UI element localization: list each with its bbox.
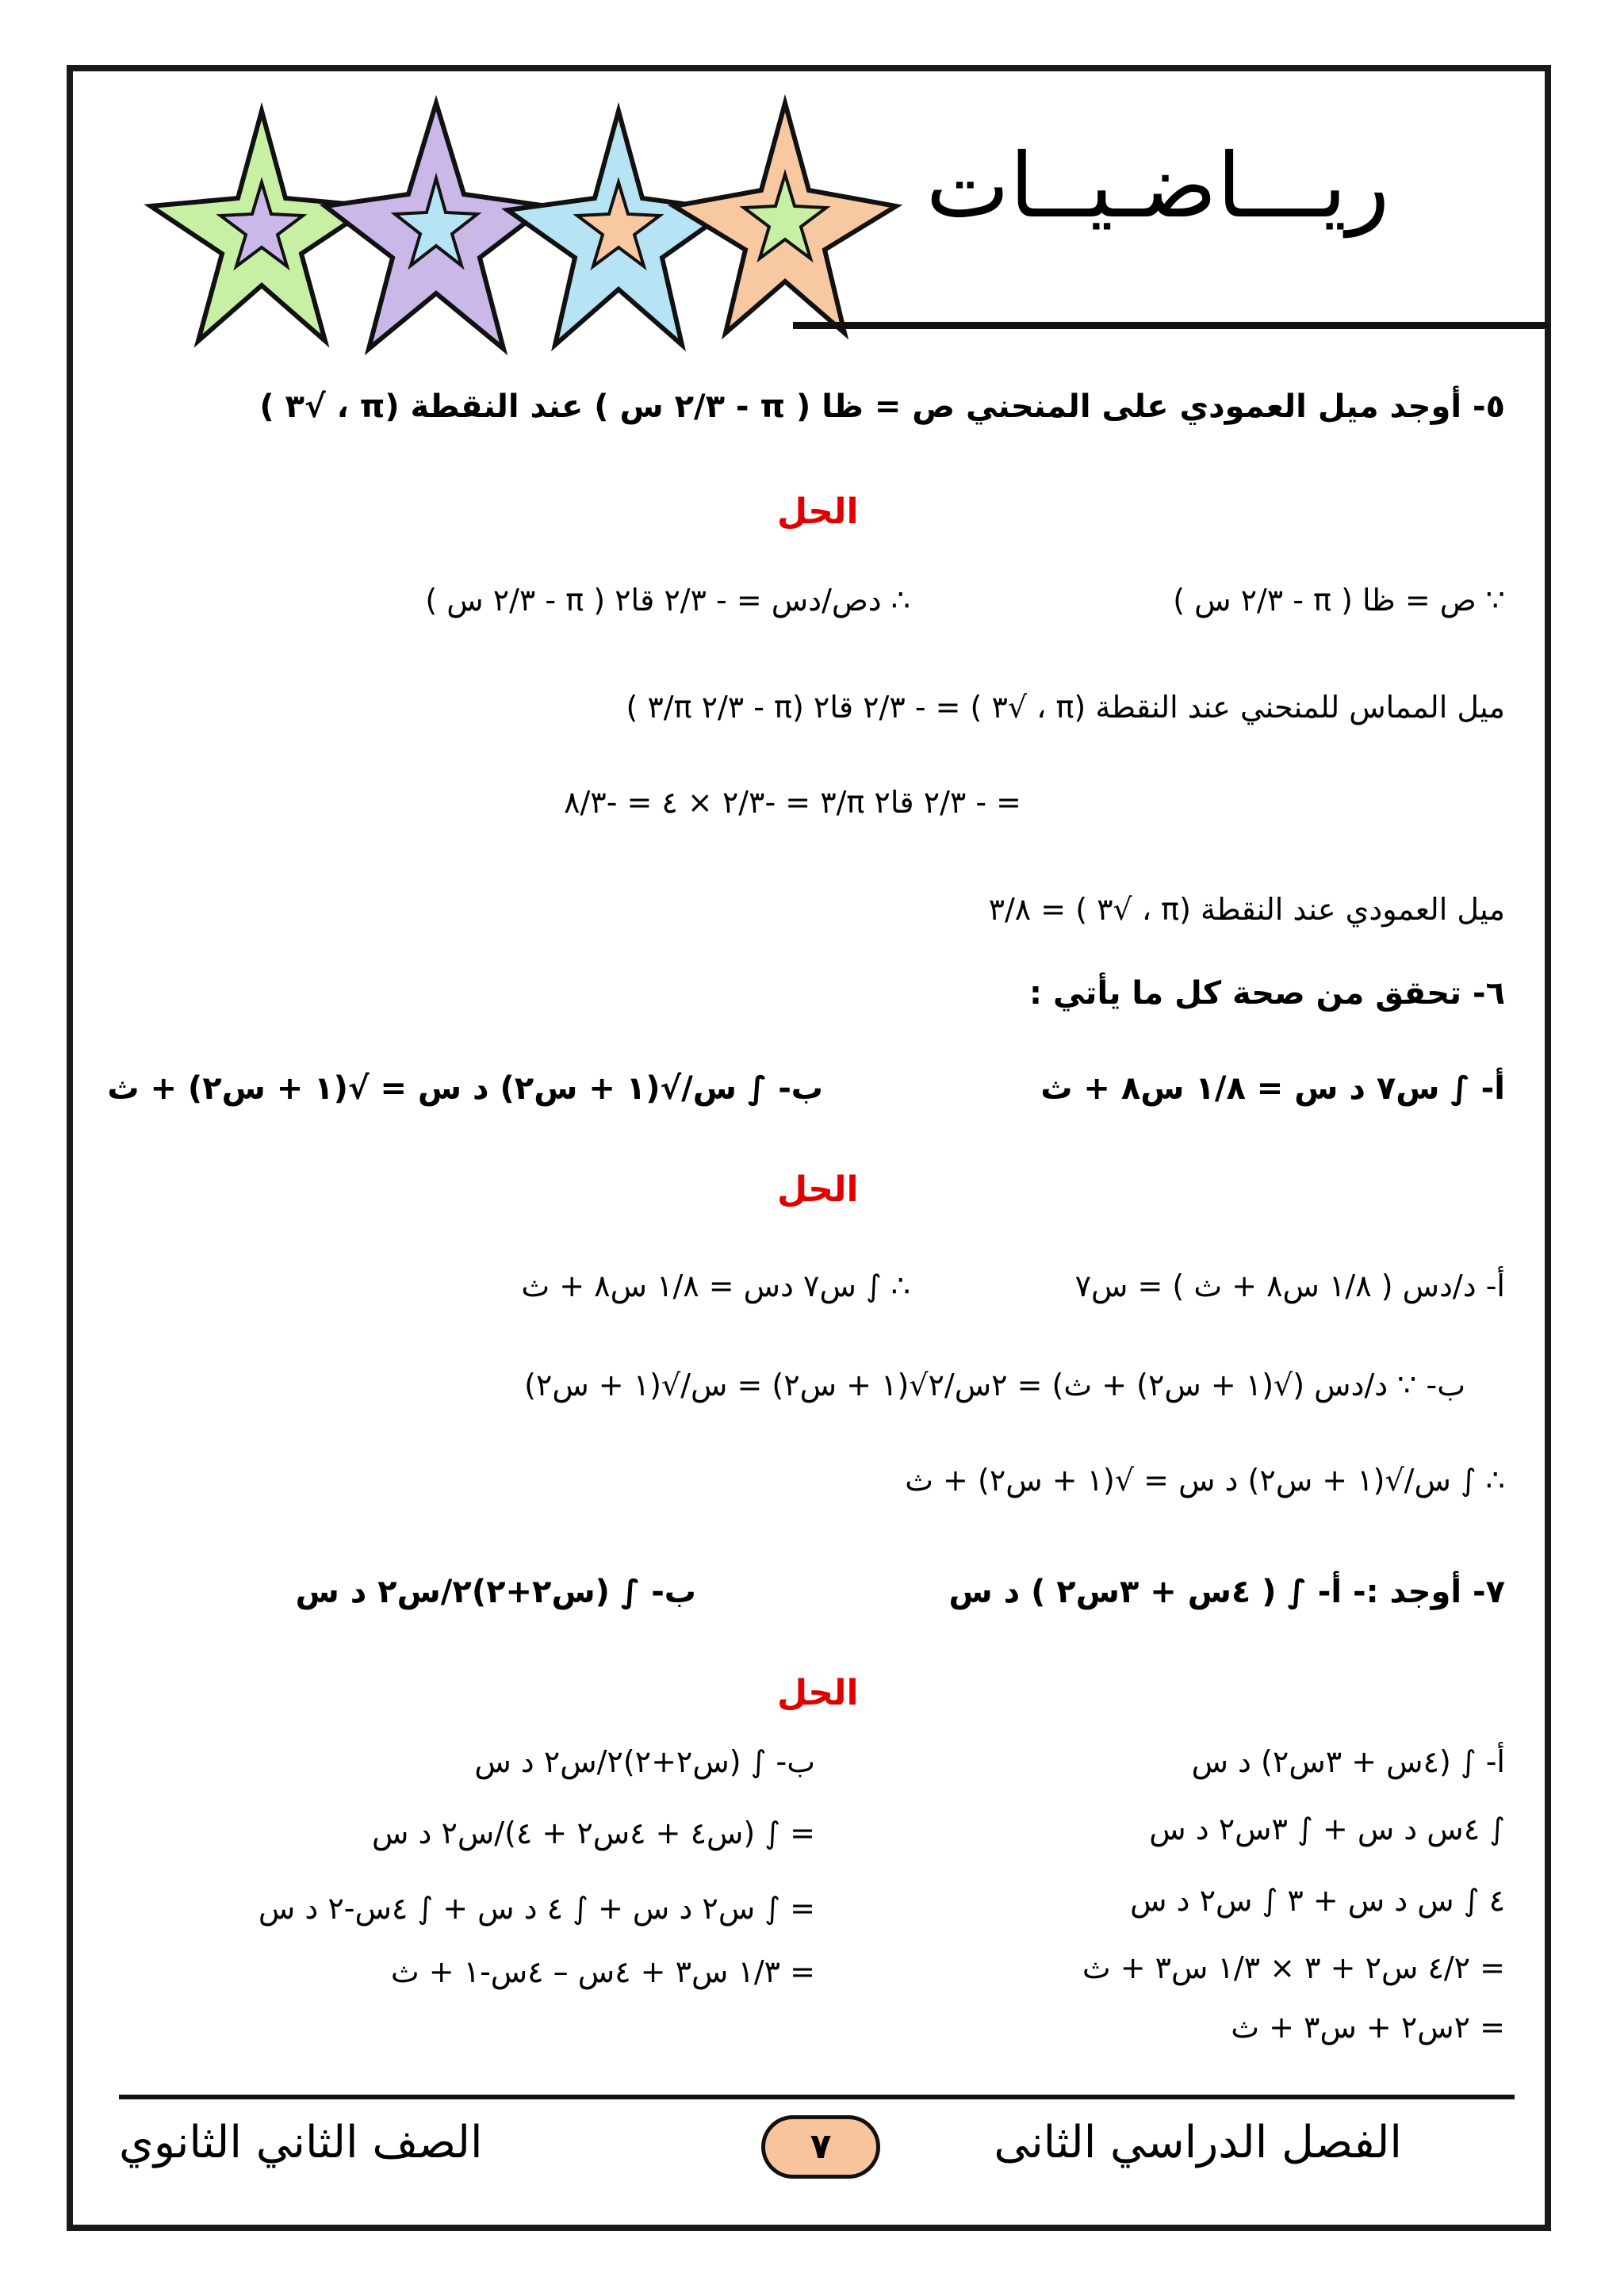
star-icon: [674, 103, 896, 333]
q7-solution-a-line: ∫ ٤س د س + ∫ ٣س٢ د س: [1149, 1812, 1505, 1846]
q7-solution-a-line: ٤ ∫ س د س + ٣ ∫ س٢ د س: [1130, 1883, 1505, 1918]
footer-divider: [119, 2095, 1515, 2099]
footer-semester: الفصل الدراسي الثانى: [994, 2117, 1402, 2168]
q7-solution-a-line: أ- ∫ (٤س + ٣س٢) د س: [1191, 1744, 1505, 1779]
q7-solution-a-line: = ٢س٢ + س٣ + ث: [1231, 2010, 1505, 2045]
q5-step-2: ميل المماس للمنحني عند النقطة (π ، √٣ ) = - ٢/٣ قا٢ (π - ٢/٣ π/٣ ): [626, 690, 1505, 725]
stars-decoration: [71, 79, 912, 365]
solution-label-6: الحل: [777, 1169, 859, 1210]
q6-part-b: ب- ∫ س/√(١ + س٢) د س = √(١ + س٢) + ث: [107, 1070, 823, 1107]
question-5: ٥- أوجد ميل العمودي على المنحني ص = ظا ( π - ٢/٣ س ) عند النقطة (π ، √٣ ): [259, 388, 1505, 425]
star-icon: [151, 111, 373, 341]
footer-grade: الصف الثاني الثانوي: [119, 2117, 483, 2168]
q7-solution-b-line: ب- ∫ (س٢+٢)٢/س٢ د س: [474, 1744, 815, 1779]
star-icon: [325, 103, 547, 349]
q6-solution-b-2: ∴ ∫ س/√(١ + س٢) د س = √(١ + س٢) + ث: [905, 1463, 1505, 1498]
title-underline: [793, 322, 1548, 329]
star-icon: [508, 111, 730, 345]
q6-solution-a-left: ∴ ∫ س٧ دس = ١/٨ س٨ + ث: [521, 1269, 910, 1303]
q7-solution-a-line: = ٤/٢ س٢ + ٣ × ١/٣ س٣ + ث: [1082, 1950, 1505, 1985]
q6-part-a: أ- ∫ س٧ د س = ١/٨ س٨ + ث: [1040, 1070, 1505, 1107]
solution-label-7: الحل: [777, 1673, 859, 1713]
q5-step-4: ميل العمودي عند النقطة (π ، √٣ ) = ٣/٨: [988, 892, 1505, 927]
q7-solution-b-line: = ∫ (س٤ + ٤س٢ + ٤)/س٢ د س: [372, 1816, 815, 1850]
q6-solution-a-right: أ- د/دس ( ١/٨ س٨ + ث ) = س٧: [1074, 1269, 1505, 1303]
question-7-b: ب- ∫ (س٢+٢)٢/س٢ د س: [295, 1574, 696, 1610]
page-title: ريـــاضـيــات: [925, 135, 1390, 238]
page-number-badge: ٧: [761, 2115, 880, 2179]
solution-label-5: الحل: [777, 492, 859, 532]
question-6: ٦- تحقق من صحة كل ما يأتي :: [1029, 975, 1505, 1012]
q5-step-3: = - ٢/٣ قا٢ π/٣ = -٢/٣ × ٤ = -٨/٣: [564, 785, 1021, 820]
q7-solution-b-line: = ∫ س٢ د س + ∫ ٤ د س + ∫ ٤س-٢ د س: [258, 1891, 815, 1926]
q5-step-1-left: ∴ دص/دس = - ٢/٣ قا٢ ( π - ٢/٣ س ): [425, 583, 910, 618]
q6-solution-b-1: ب- ∵ د/دس (√(١ + س٢) + ث) = ٢س/٢√(١ + س٢) = س/√(١ + س٢): [524, 1368, 1465, 1402]
q5-step-1-right: ∵ ص = ظا ( π - ٢/٣ س ): [1173, 583, 1505, 618]
q7-solution-b-line: = ١/٣ س٣ + ٤س – ٤س-١ + ث: [390, 1954, 815, 1989]
question-7-a: ٧- أوجد :- أ- ∫ ( ٤س + ٣س٢ ) د س: [948, 1574, 1505, 1610]
